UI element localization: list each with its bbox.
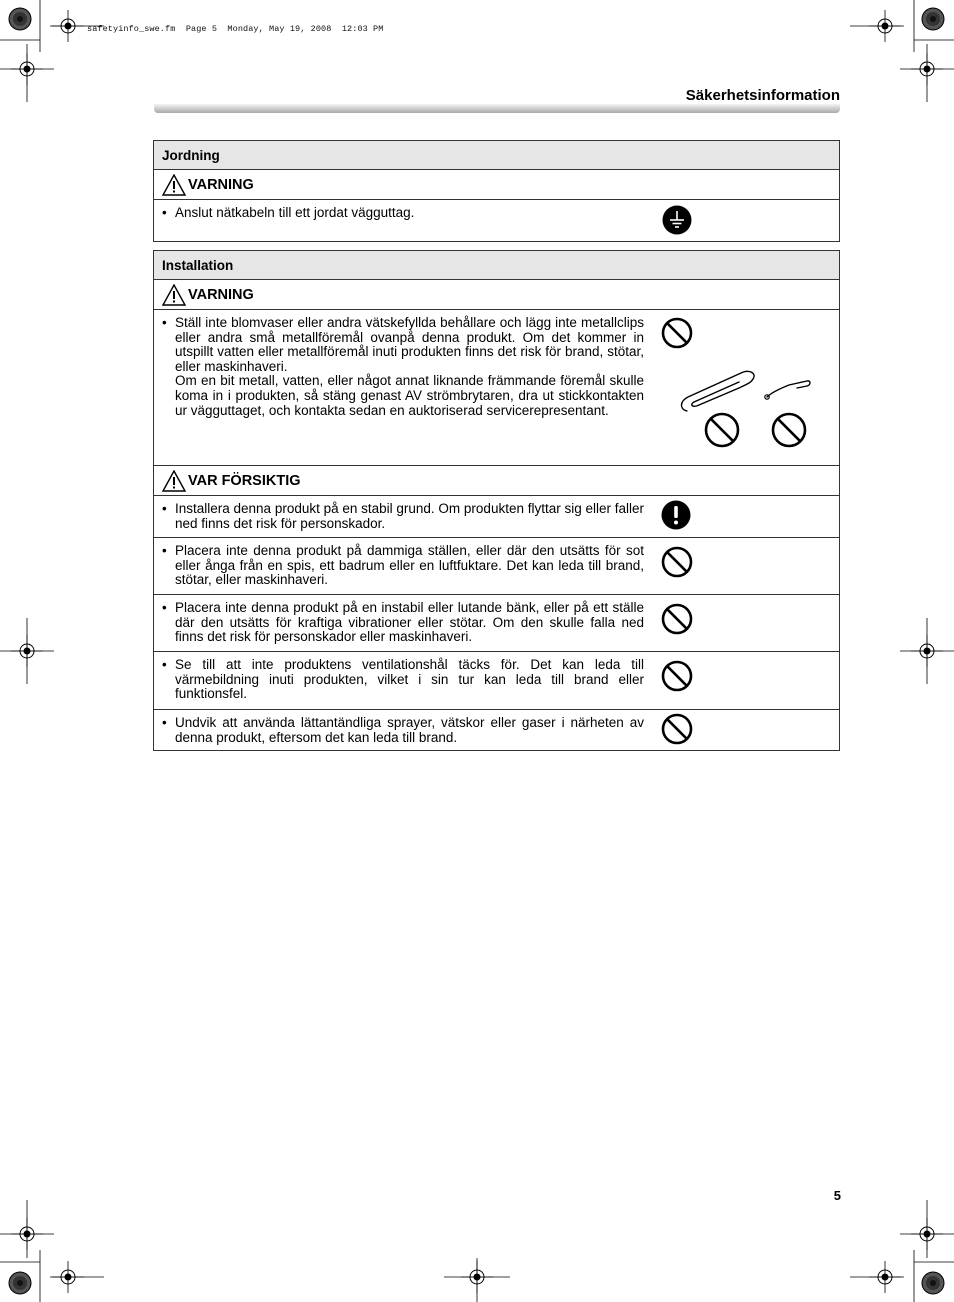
registration-target-icon	[9, 8, 31, 30]
item-text: • Placera inte denna produkt på en instabil eller lutande bänk, eller på ett ställe där den utsätts för kraftiga vibrationer eller stötar. Om den skulle falla ned finns det risk för personskador eller maskinhaveri.	[162, 601, 644, 645]
file-info: safetyinfo_swe.fm Page 5 Monday, May 19, 2008 12:03 PM	[87, 24, 384, 34]
item-text: • Ställ inte blomvaser eller andra vätskefyllda behållare och lägg inte metallclips eller andra små metallföremål ovanpå denna produkt. Om det kommer in utspillt vatten eller metallföremål inuti produkten finns det risk för brand, stötar, eller maskinhaveri. Om en bit metall, vatten, eller något annat liknande främmande föremål skulle koma in i produkten, så stäng genast AV strömbrytaren, dra ut stickkontakten ur vägguttaget, och kontakta sedan en auktoriserad servicerepresentant.	[162, 316, 644, 418]
registration-target-icon	[922, 1272, 944, 1294]
caution-level-label: VAR FÖRSIKTIG	[188, 472, 301, 489]
item-text: • Installera denna produkt på en stabil grund. Om produkten flyttar sig eller faller ned finns det risk för personskador.	[162, 502, 644, 531]
section-title: Jordning	[154, 141, 839, 170]
registration-target-icon	[922, 8, 944, 30]
item-text: • Undvik att använda lättantändliga sprayer, vätskor eller gaser i närheten av denna produkt, eftersom det kan leda till brand.	[162, 716, 644, 745]
item-text: • Anslut nätkabeln till ett jordat vägguttag.	[162, 206, 644, 221]
item-text: • Placera inte denna produkt på dammiga ställen, eller där den utsätts för sot eller ånga från en spis, ett badrum eller en luftfuktare. Det kan leda till brand, stötar, eller maskinhaveri.	[162, 544, 644, 588]
item-text: • Se till att inte produktens ventilationshål täcks för. Det kan leda till värmebildning inuti produkten, vilket i sin tur kan leda till brand eller funktionsfel.	[162, 658, 644, 702]
page-header-title: Säkerhetsinformation	[685, 87, 840, 104]
page-number: 5	[833, 1188, 841, 1203]
registration-target-icon	[9, 1272, 31, 1294]
section-title: Installation	[154, 251, 839, 280]
warning-level-label: VARNING	[188, 286, 254, 303]
warning-level-label: VARNING	[188, 176, 254, 193]
